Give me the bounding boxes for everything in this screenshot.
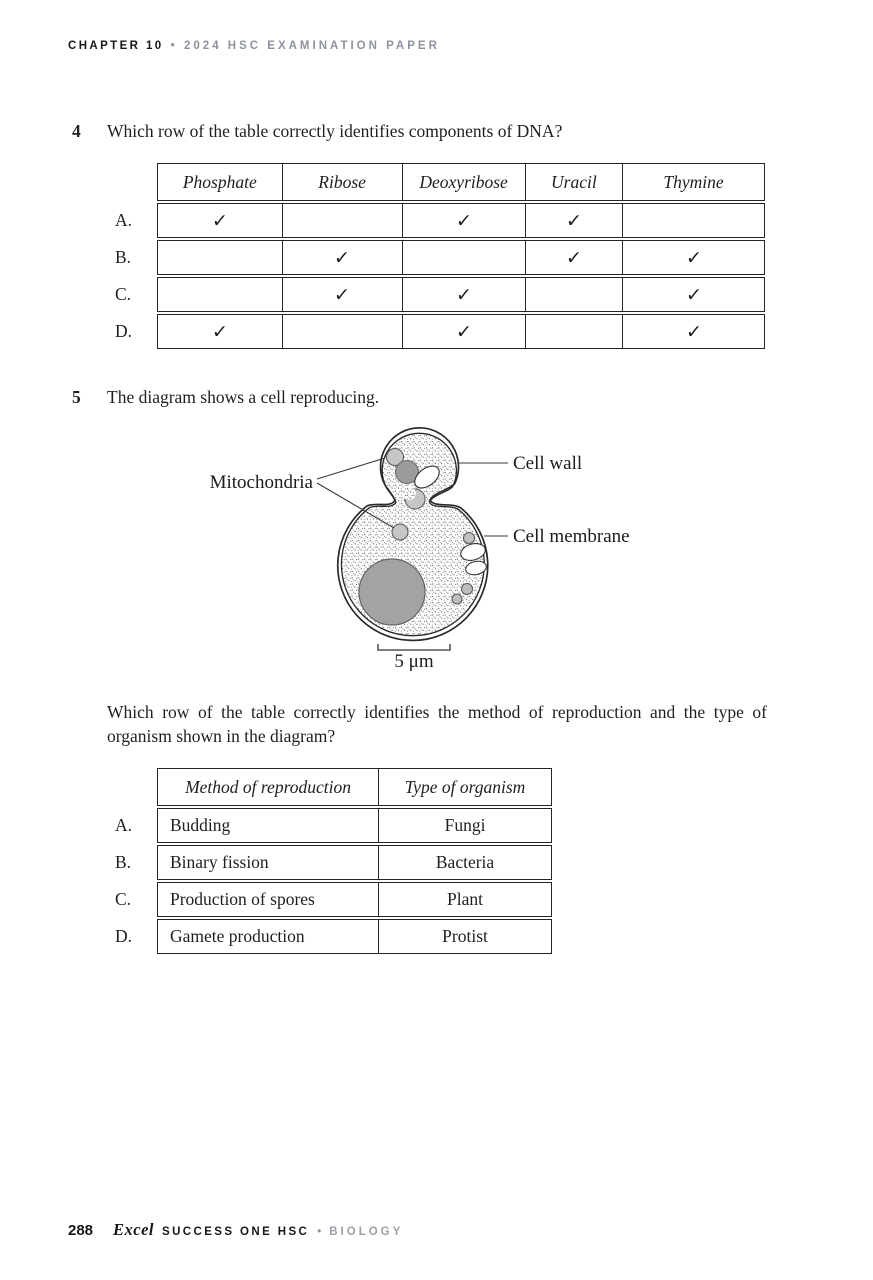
table-row-d [115, 919, 552, 954]
nucleus [359, 559, 425, 625]
brand-logo: Excel [113, 1220, 155, 1239]
option-letter: D. [115, 926, 133, 946]
cell-diagram [205, 422, 635, 674]
check-mark: ✓ [565, 209, 583, 232]
method-cell: Gamete production [170, 926, 305, 946]
table-row-c [115, 277, 765, 312]
option-letter: B. [115, 852, 132, 872]
page-number: 288 [68, 1222, 94, 1239]
header-cell-method: Method of reproduction [185, 776, 351, 797]
check-mark: ✓ [455, 283, 472, 306]
question5-prompt: Which row of the table correctly identifies the method of reproduction and the type of organism shown in the diagram? [107, 702, 767, 746]
check-mark: ✓ [685, 283, 702, 306]
scale-bar [378, 644, 450, 650]
header-cell-uracil: Uracil [525, 164, 623, 200]
organism-cell: Plant [378, 883, 551, 916]
table-header-row [115, 163, 765, 201]
dna-components-table [115, 163, 765, 351]
crescent-bite-stipple [402, 486, 416, 500]
page-header [68, 40, 440, 52]
footer-bullet: • [317, 1226, 322, 1238]
organism-cell: Fungi [378, 809, 551, 842]
method-cell: Production of spores [170, 889, 315, 909]
header-cell-deoxyribose: Deoxyribose [402, 164, 525, 200]
mitochondria-label: Mitochondria [209, 472, 313, 493]
check-mark: ✓ [685, 246, 702, 269]
scale-bar-label: 5 μm [394, 651, 434, 672]
check-mark: ✓ [333, 283, 351, 306]
option-letter: C. [115, 889, 132, 909]
option-letter: C. [115, 284, 132, 304]
series-title: SUCCESS ONE HSC [162, 1226, 310, 1238]
check-mark: ✓ [455, 320, 472, 343]
table-row-b [115, 240, 765, 275]
header-cell-organism: Type of organism [378, 769, 551, 805]
method-cell: Binary fission [170, 852, 269, 872]
cell-wall-label: Cell wall [513, 453, 583, 474]
mitochondria-pointer-upper [317, 458, 385, 479]
option-letter: A. [115, 210, 133, 230]
chapter-label: CHAPTER 10 [68, 40, 164, 52]
table-row-b [115, 845, 552, 880]
header-cell-thymine: Thymine [622, 164, 764, 200]
table-row-c [115, 882, 552, 917]
header-cell-phosphate: Phosphate [182, 171, 257, 192]
check-mark: ✓ [333, 246, 351, 269]
header-cell-ribose: Ribose [282, 164, 402, 200]
mitochondrion [392, 524, 408, 540]
option-letter: D. [115, 321, 133, 341]
check-mark: ✓ [455, 209, 472, 232]
table-row-a [115, 808, 552, 843]
subject-label: BIOLOGY [329, 1226, 404, 1238]
question4-number: 4 [72, 121, 81, 141]
header-title: 2024 HSC EXAMINATION PAPER [184, 40, 440, 52]
organism-cell: Protist [378, 920, 551, 953]
cell-membrane-label: Cell membrane [513, 526, 630, 547]
organelle-gray [464, 533, 475, 544]
check-mark: ✓ [685, 320, 702, 343]
question4-text: Which row of the table correctly identifies components of DNA? [107, 121, 563, 141]
table-header-row [115, 768, 552, 806]
check-mark: ✓ [211, 209, 229, 232]
page-footer [68, 1220, 403, 1240]
organelle-gray [452, 594, 462, 604]
reproduction-table [115, 768, 552, 956]
table-row-a [115, 203, 765, 238]
header-bullet: • [170, 40, 178, 52]
check-mark: ✓ [565, 246, 583, 269]
option-letter: B. [115, 247, 132, 267]
question5-intro: The diagram shows a cell reproducing. [107, 387, 380, 407]
method-cell: Budding [170, 815, 231, 835]
cell-diagram-svg [205, 422, 635, 674]
check-mark: ✓ [211, 320, 229, 343]
question5-number: 5 [72, 387, 81, 407]
option-letter: A. [115, 815, 133, 835]
table-row-d [115, 314, 765, 349]
organism-cell: Bacteria [378, 846, 551, 879]
organelle-gray [462, 584, 473, 595]
